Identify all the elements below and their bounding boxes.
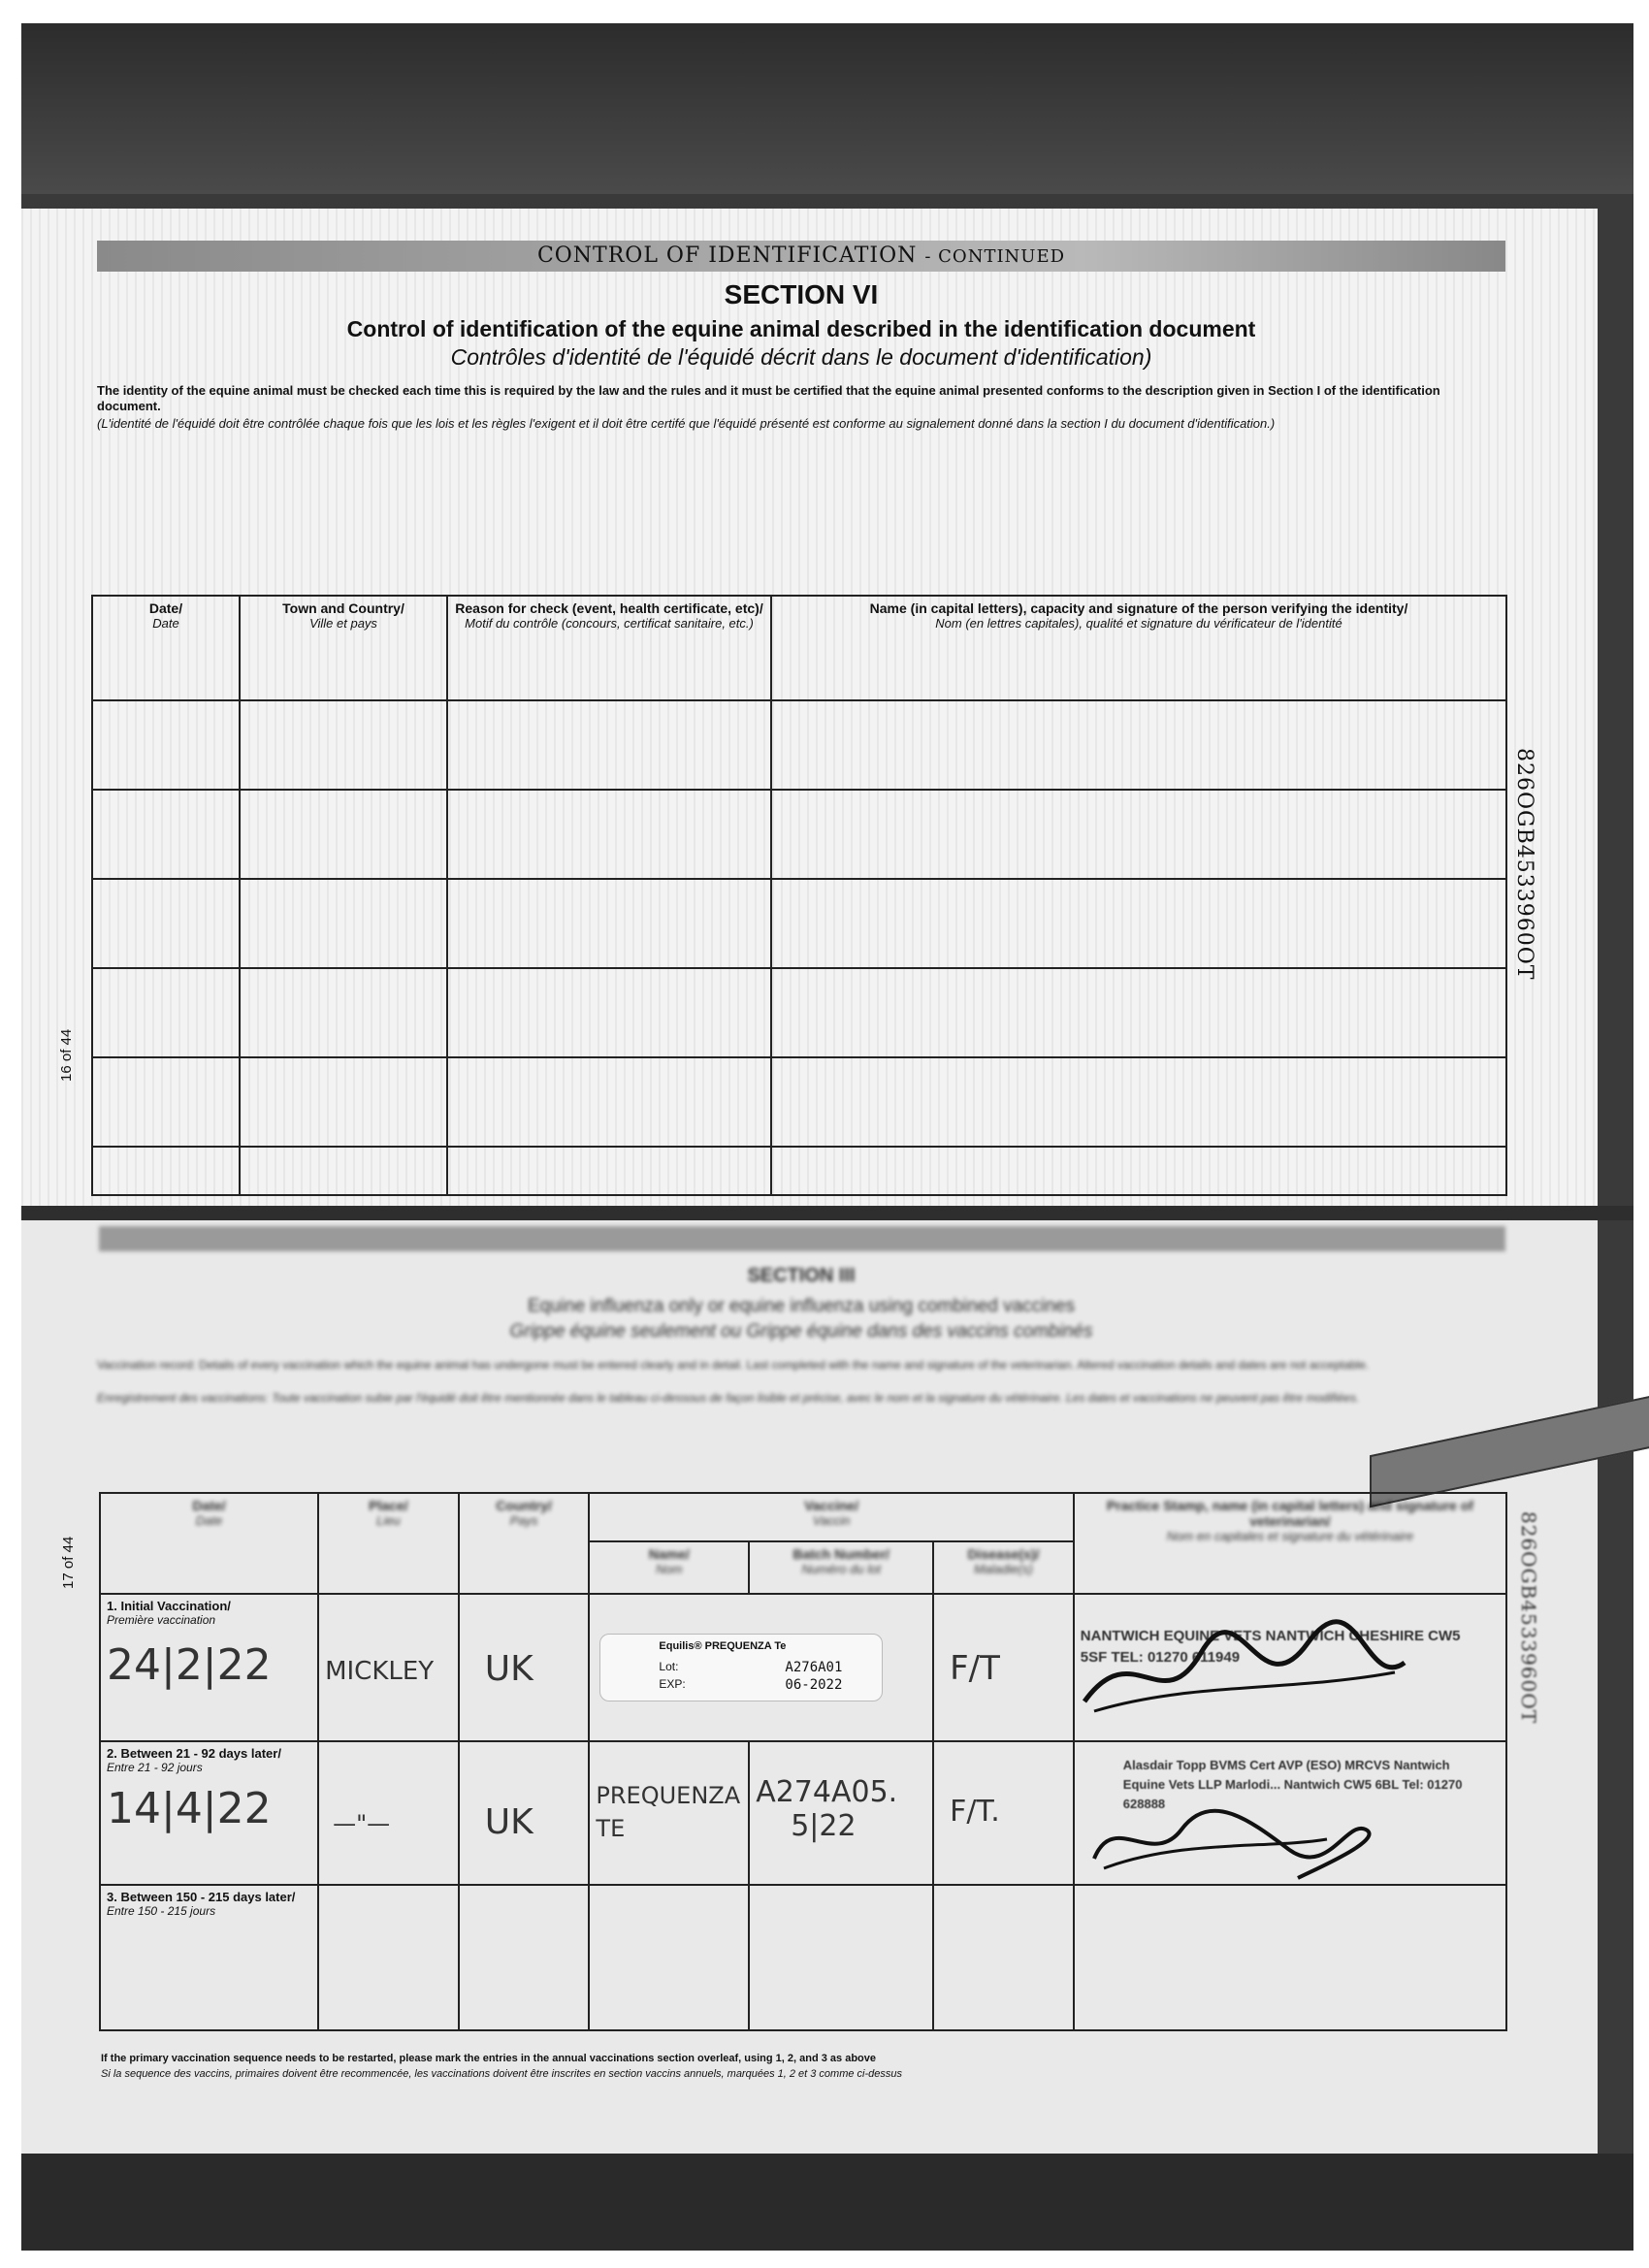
heading-en: Control of identification of the equine animal described in the identification document	[346, 316, 1256, 341]
col-verifier: Name (in capital letters), capacity and signature of the person verifying the identity/ Nom (en lettres capitales), qualité et signature du vérificateur de l'identité	[771, 596, 1506, 700]
vaccination-place: —"—	[333, 1810, 391, 1837]
page-16	[21, 209, 1598, 1206]
vet-signature	[1075, 1614, 1482, 1731]
page-gutter	[21, 1206, 1633, 1220]
passport-cover-top	[21, 23, 1633, 194]
vaccination-disease: F/T	[950, 1649, 1000, 1688]
vaccine-name: PREQUENZA TE	[596, 1782, 741, 1842]
vet-practice-stamp: Alasdair Topp BVMS Cert AVP (ESO) MRCVS Nantwich Equine Vets LLP Marlodi... Nantwich CW5 6BL Tel: 01270 628888	[1122, 1758, 1463, 1811]
row-label-fr: Première vaccination	[107, 1613, 216, 1627]
intro-en: Vaccination record: Details of every vaccination which the equine animal has undergone must be entered clearly and in detail. Last completed with the name and signature of the veterinarian. Altered vaccination details and dates are not acceptable.	[97, 1358, 1370, 1372]
row-label-en: 2. Between 21 - 92 days later/	[107, 1746, 281, 1761]
col-country: Country/ Pays	[459, 1493, 590, 1594]
passport-cover-bottom	[21, 2154, 1633, 2251]
identity-check-table	[91, 595, 1507, 1196]
sticker-lot: A276A01	[785, 1660, 843, 1675]
page-number: 17 of 44	[60, 1536, 77, 1589]
table-row	[92, 700, 1506, 790]
vaccination-table	[99, 1492, 1507, 2031]
intro-en: The identity of the equine animal must be checked each time this is required by the law and the rules and it must be certified that the equine animal presented conforms to the description given in Section I of the identification document.	[97, 383, 1440, 413]
heading-en: Equine influenza only or equine influenza using combined vaccines	[527, 1296, 1076, 1316]
sticker-brand: Equilis® PREQUENZA Te	[659, 1640, 787, 1652]
heading-fr: Grippe équine seulement ou Grippe équine dans des vaccins combinés	[509, 1321, 1093, 1342]
vaccination-date: 24|2|22	[107, 1640, 272, 1690]
passport-number: 826OGB4533960OT	[1512, 748, 1536, 981]
vaccination-date: 14|4|22	[107, 1784, 272, 1833]
band-title: CONTROL OF IDENTIFICATION	[536, 243, 918, 268]
section-band	[97, 241, 1505, 272]
table-row	[100, 1741, 1506, 1885]
sticker-exp-label: EXP:	[659, 1677, 686, 1691]
sticker-exp: 06-2022	[785, 1677, 843, 1693]
sticker-lot-label: Lot:	[659, 1660, 679, 1673]
col-vet: Practice Stamp, name (in capital letters) and signature of veterinarian/ Nom en capitales et signature du vétérinaire	[1074, 1493, 1506, 1594]
footnote-fr: Si la sequence des vaccins, primaires doivent être recommencée, les vaccinations doivent être inscrites en section vaccins annuels, marquées 1, 2 et 3 comme ci-dessus	[101, 2068, 903, 2080]
table-row	[92, 790, 1506, 879]
intro-fr: (L'identité de l'équidé doit être contrôlée chaque fois que les lois et les règles l'exigent et il doit être certifé que l'équidé présenté est conforme au signalement donné dans la section I du document d'identification.)	[97, 416, 1276, 431]
col-place: Place/ Lieu	[318, 1493, 459, 1594]
col-reason: Reason for check (event, health certificate, etc)/ Motif du contrôle (concours, certificat sanitaire, etc.)	[447, 596, 771, 700]
vaccination-country: UK	[484, 1802, 534, 1842]
band-suffix: - CONTINUED	[924, 246, 1066, 267]
passport-number: 826OGB4533960OT	[1517, 1511, 1540, 1725]
table-row	[92, 1057, 1506, 1147]
vaccine-batch-sticker	[599, 1634, 883, 1701]
col-disease: Disease(s)/ Maladie(s)	[933, 1541, 1074, 1594]
col-date: Date/ Date	[92, 596, 240, 700]
table-row	[92, 968, 1506, 1057]
heading-fr: Contrôles d'identité de l'équidé décrit dans le document d'identification)	[450, 344, 1152, 370]
section-title: SECTION III	[747, 1265, 856, 1286]
row-label-fr: Entre 21 - 92 jours	[107, 1761, 203, 1774]
table-row	[92, 879, 1506, 968]
vaccination-country: UK	[484, 1649, 534, 1689]
footnote-en: If the primary vaccination sequence needs to be restarted, please mark the entries in the annual vaccinations section overleaf, using 1, 2, and 3 as above	[101, 2053, 877, 2064]
table-row	[92, 1147, 1506, 1195]
vaccination-disease: F/T.	[950, 1795, 1000, 1829]
col-batch: Batch Number/ Numéro du lot	[749, 1541, 933, 1594]
page-17	[21, 1220, 1598, 2154]
intro-fr: Enregistrement des vaccinations: Toute vaccination subie par l'équidé doit être mentionnée dans le tableau ci-dessous de façon lisible et précise, avec le nom et la signature du vétérinaire. Les dates et vaccinations ne peuvent pas être modifiées.	[97, 1391, 1360, 1405]
vaccination-place: MICKLEY	[325, 1657, 435, 1686]
batch-number: A274A05.	[756, 1775, 898, 1809]
vet-practice-stamp: NANTWICH EQUINE VETS NANTWICH CHESHIRE CW5 5SF TEL: 01270 611949	[1080, 1628, 1461, 1666]
row-label-fr: Entre 150 - 215 jours	[107, 1904, 216, 1918]
table-row	[100, 1885, 1506, 2030]
col-vaccine-name: Name/ Nom	[589, 1541, 749, 1594]
section-title: SECTION VI	[724, 279, 879, 309]
row-label-en: 3. Between 150 - 215 days later/	[107, 1890, 296, 1904]
page-number: 16 of 44	[58, 1028, 75, 1082]
batch-expiry: 5|22	[791, 1809, 857, 1843]
table-row	[100, 1594, 1506, 1741]
row-label-en: 1. Initial Vaccination/	[107, 1599, 231, 1613]
blurred-band	[99, 1226, 1505, 1251]
col-vaccine: Vaccine/ Vaccin	[589, 1493, 1073, 1541]
col-date: Date/ Date	[100, 1493, 318, 1594]
vet-signature	[1075, 1781, 1482, 1888]
col-town: Town and Country/ Ville et pays	[240, 596, 447, 700]
